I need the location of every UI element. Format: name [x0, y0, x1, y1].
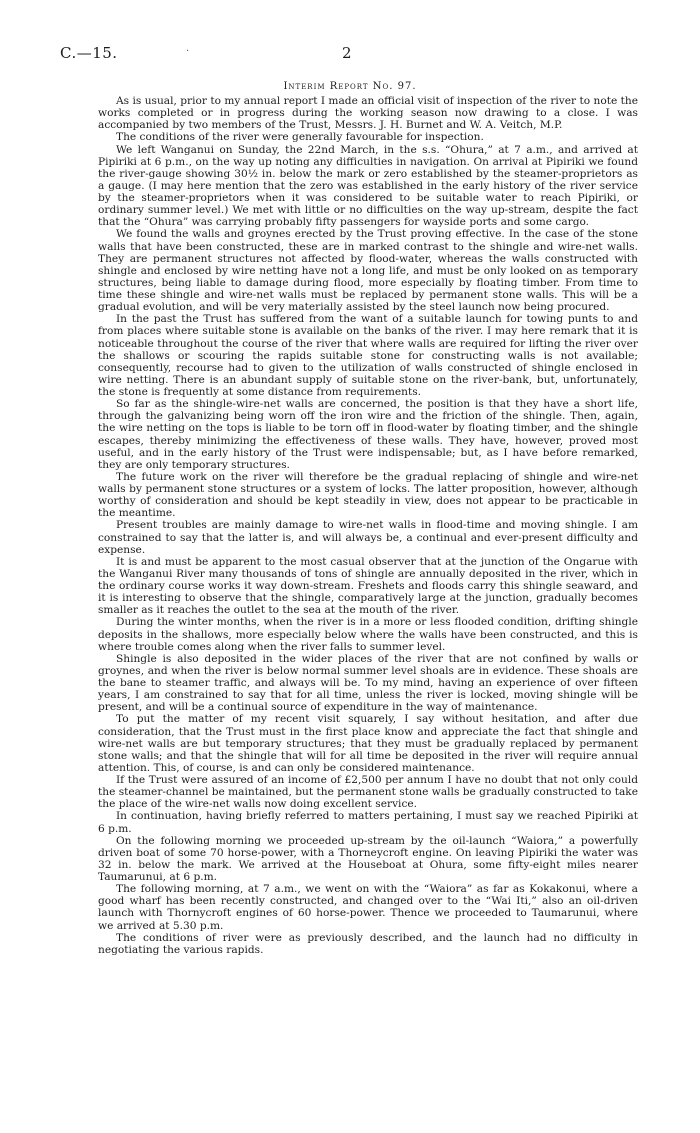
paragraph: The future work on the river will therefore be the gradual replacing of shingle and wire-net walls by permanent stone structures or a system of locks. The latter proposition, however, although worthy of consideration and should be kept steadily in view, does not appear to be practicable in the meantime.: [98, 470, 638, 520]
paragraph: In the past the Trust has suffered from the want of a suitable launch for towing punts to and from places where suitable stone is available on the banks of the river. I may here remark that it is noticeable throughout the course of the river that where walls are required for lifting the river over the shallows or scouring the rapids suitable stone for constructing walls is not available; consequently, recourse had to given to the utilization of walls constructed of shingle enclosed in wire netting. There is an abundant supply of suitable stone on the river-bank, but, unfortunately, the stone is frequently at some distance from requirements.: [98, 313, 638, 398]
paragraph: We left Wanganui on Sunday, the 22nd March, in the s.s. “Ohura,” at 7 a.m., and arrived at Pipiriki at 6 p.m., on the way up noting any difficulties in navigation. On arrival at Pipiriki we found the river-gauge showing 30½ in. below the mark or zero established by the steamer-proprietors as a gauge. (I may here mention that the zero was established in the early history of the river service by the steamer-proprietors when it was considered to be suitable water to reach Pipiriki, or ordinary summer level.) We met with little or no difficulties on the way up-stream, despite the fact that the “Ohura” was carrying probably fifty passengers for wayside ports and some cargo.: [98, 143, 638, 229]
page-number: 2: [342, 44, 352, 62]
paragraph: Present troubles are mainly damage to wire-net walls in flood-time and moving shingle. I am constrained to say that the latter is, and will always be, a continual and ever-present difficulty and expense.: [98, 519, 638, 556]
report-title: Interim Report No. 97.: [283, 81, 417, 92]
parliamentary-paper-reference: C.—15.: [60, 44, 118, 62]
paragraph: The conditions of the river were generally favourable for inspection.: [116, 131, 484, 144]
paragraph: In continuation, having briefly referred to matters pertaining, I must say we reached Pipiriki at 6 p.m.: [98, 810, 638, 835]
paragraph: We found the walls and groynes erected by the Trust proving effective. In the case of the stone walls that have been constructed, these are in marked contrast to the shingle and wire-net walls. They are permanent structures not affected by flood-water, whereas the walls constructed with shingle and enclosed by wire netting have not a long life, and must be only looked on as temporary structures, being liable to damage during flood, more especially by floating timber. From time to time these shingle and wire-net walls must be replaced by permanent stone walls. This will be a gradual evolution, and will be very materially assisted by the steel launch now being procured.: [98, 228, 638, 314]
paragraph: To put the matter of my recent visit squarely, I say without hesitation, and after due consideration, that the Trust must in the first place know and appreciate the fact that shingle and wire-net walls are but temporary structures; that they must be gradually replaced by permanent stone walls; and that the shingle that will for all time be deposited in the river will require annual attention. This, of course, is and can only be considered maintenance.: [98, 713, 638, 774]
paragraph: As is usual, prior to my annual report I made an official visit of inspection of the river to note the works completed or in progress during the working season now drawing to a close. I was accompanied by two members of the Trust, Messrs. J. H. Burnet and W. A. Veitch, M.P.: [98, 95, 638, 132]
paragraph: During the winter months, when the river is in a more or less flooded condition, drifting shingle deposits in the shallows, more especially below where the walls have been constructed, and this is where trouble comes along when the river falls to summer level.: [98, 616, 638, 653]
paragraph: If the Trust were assured of an income of £2,500 per annum I have no doubt that not only could the steamer-channel be maintained, but the permanent stone walls be gradually constructed to take the place of the wire-net walls now doing excellent service.: [98, 774, 638, 811]
paragraph: It is and must be apparent to the most casual observer that at the junction of the Ongarue with the Wanganui River many thousands of tons of shingle are annually deposited in the river, which in the ordinary course works it way down-stream. Freshets and floods carry this shingle seaward, and it is interesting to observe that the shingle, comparatively large at the junction, gradually becomes smaller as it reaches the outlet to the sea at the mouth of the river.: [98, 555, 638, 617]
paragraph: On the following morning we proceeded up-stream by the oil-launch “Waiora,” a powerfully driven boat of some 70 horse-power, with a Thorneycroft engine. On leaving Pipiriki the water was 32 in. below the mark. We arrived at the Houseboat at Ohura, some fifty-eight miles nearer Taumarunui, at 6 p.m.: [98, 834, 638, 883]
paragraph: The conditions of river were as previously described, and the launch had no difficulty in negotiating the various rapids.: [98, 931, 638, 956]
dot-mark-icon: ·: [186, 46, 190, 57]
paragraph: So far as the shingle-wire-net walls are concerned, the position is that they have a short life, through the galvanizing being worn off the iron wire and the friction of the shingle. Then, again, the wire netting on the tops is liable to be torn off in flood-water by floating timber, and the shingle escapes, thereby minimizing the effectiveness of these walls. They have, however, proved most useful, and in the early history of the Trust were indispensable; but, as I have before remarked, they are only temporary structures.: [98, 398, 638, 471]
paragraph: Shingle is also deposited in the wider places of the river that are not confined by walls or groynes, and when the river is below normal summer level shoals are in evidence. These shoals are the bane to steamer traffic, and always will be. To my mind, having an experience of over fifteen years, I am constrained to say that for all time, unless the river is locked, moving shingle will be present, and will be a continual source of expenditure in the way of maintenance.: [98, 652, 638, 714]
report-body: [98, 95, 638, 956]
paragraph: The following morning, at 7 a.m., we went on with the “Waiora” as far as Kokakonui, where a good wharf has been recently constructed, and changed over to the “Wai Iti,” also an oil-driven launch with Thornycroft engines of 60 horse-power. Thence we proceeded to Taumarunui, where we arrived at 5.30 p.m.: [98, 883, 638, 932]
